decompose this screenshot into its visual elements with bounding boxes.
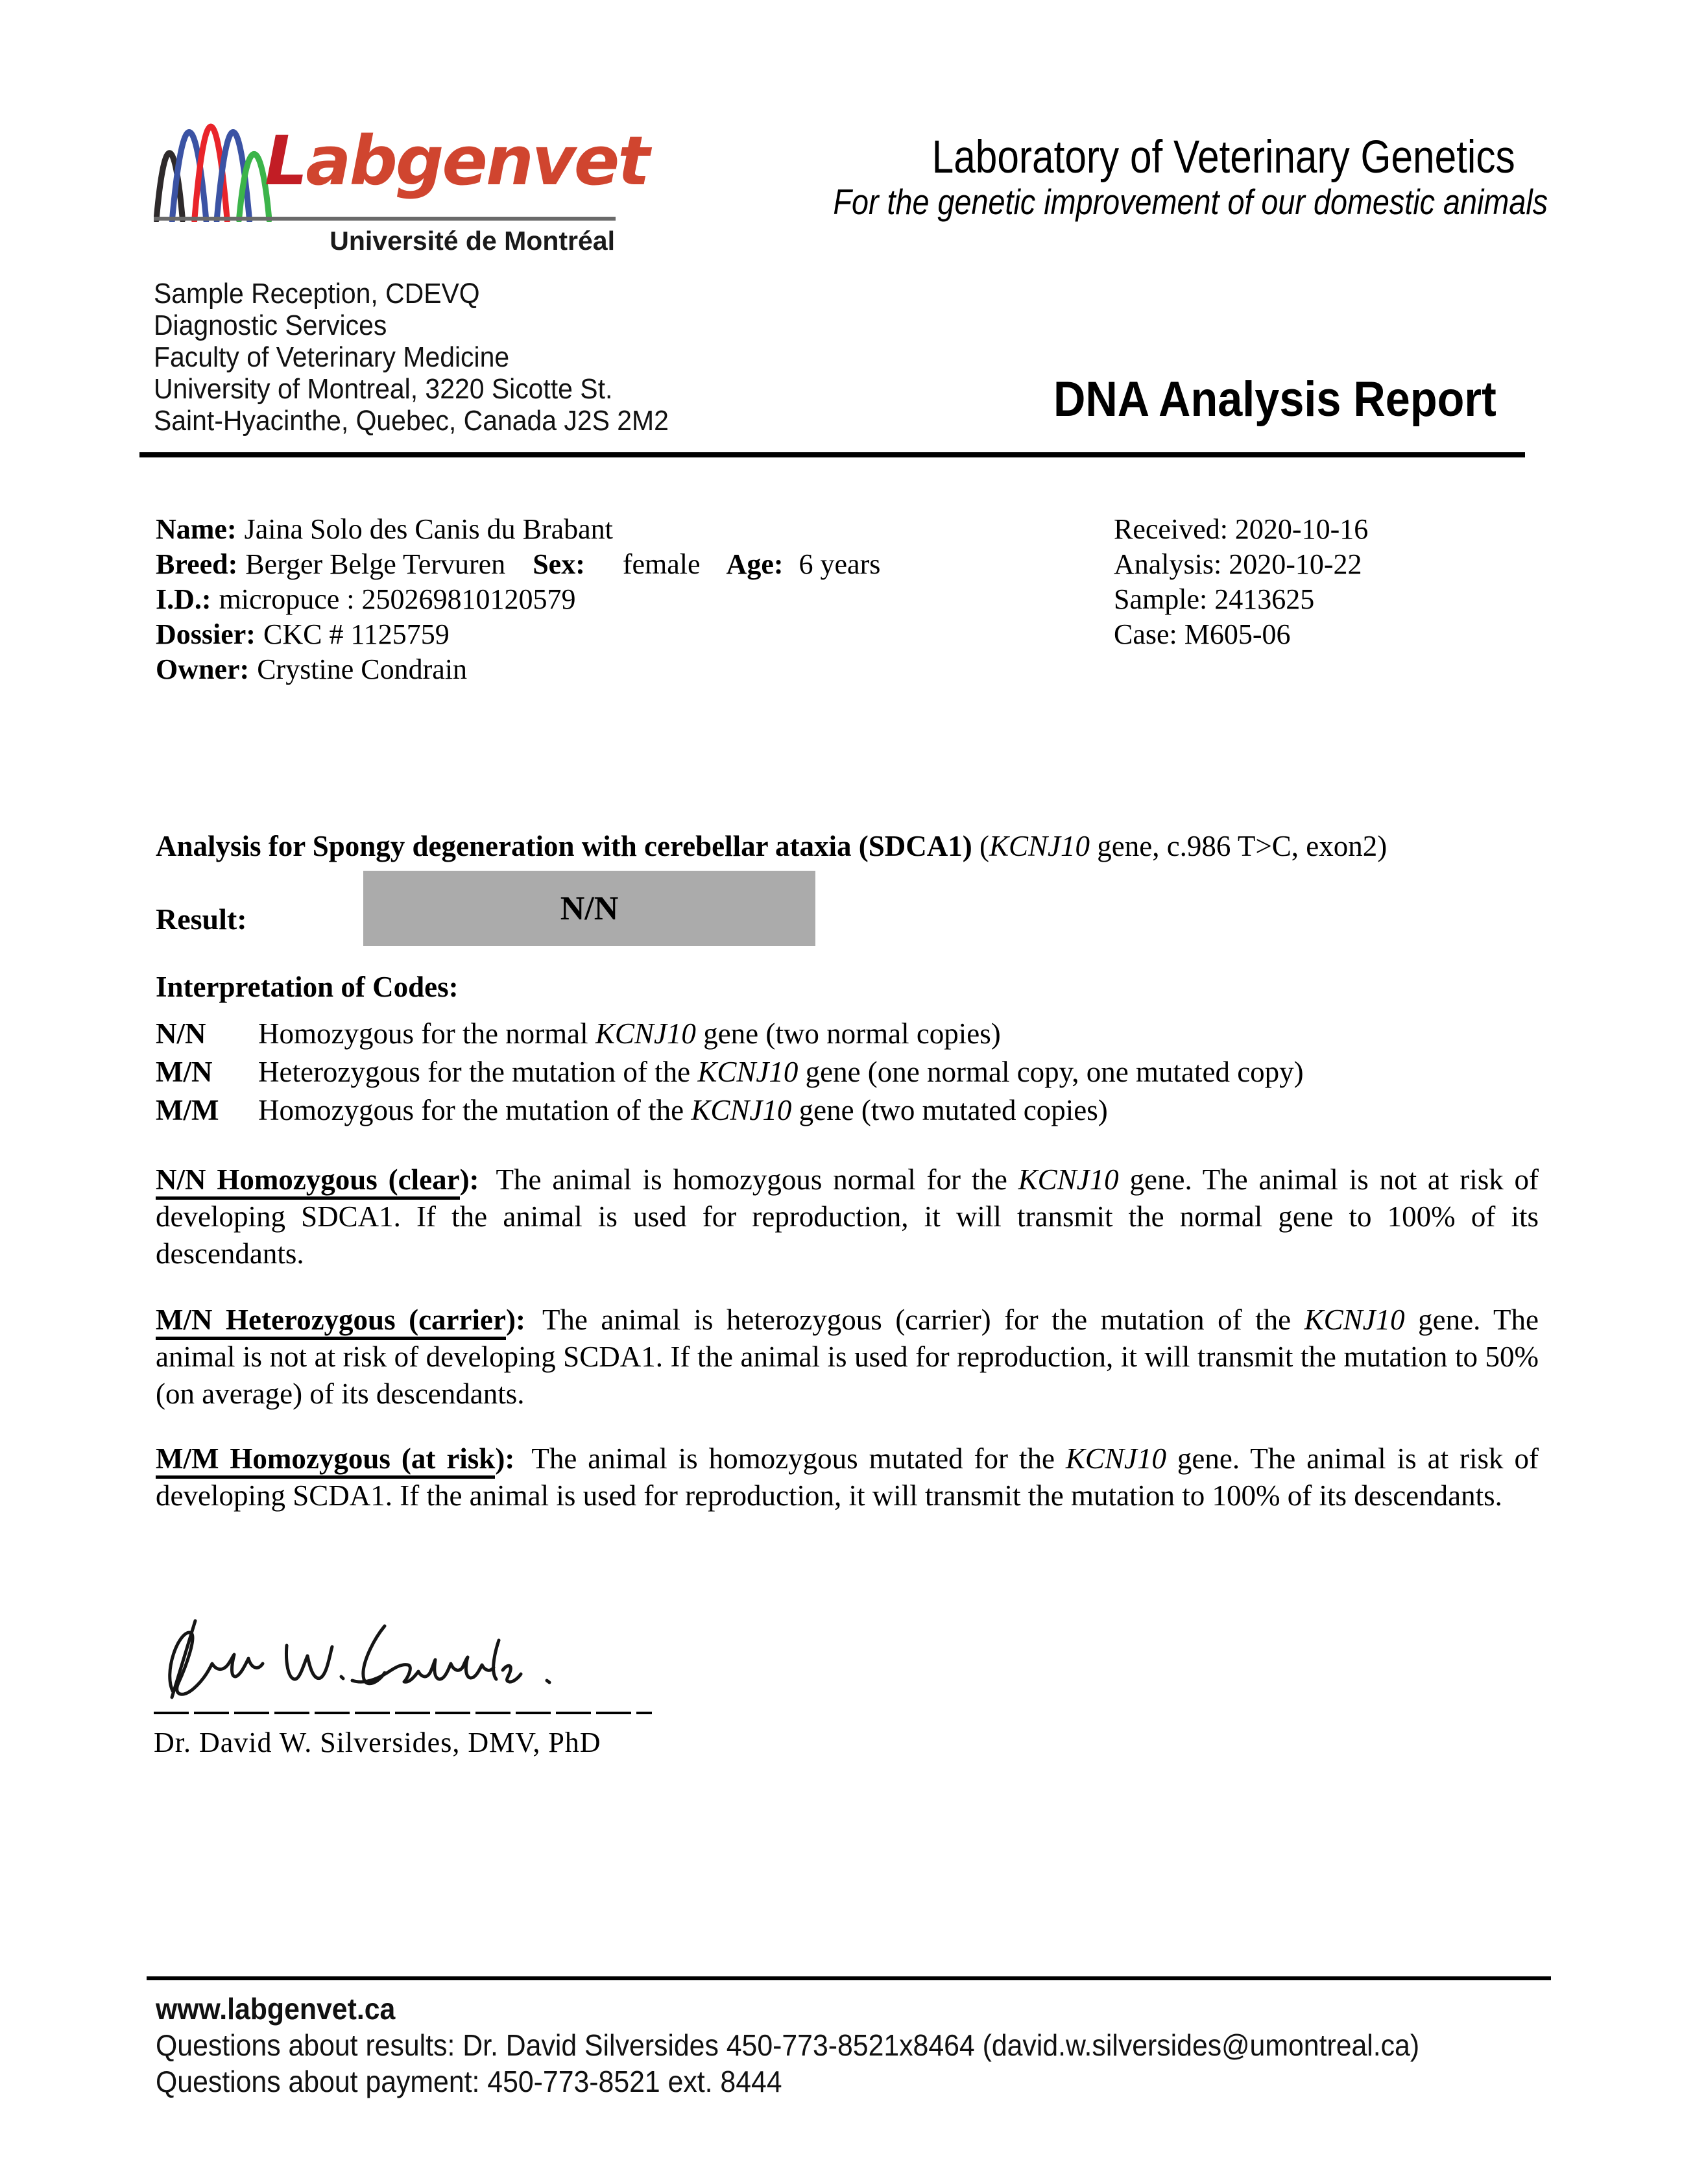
footer-payment-line: Questions about payment: 450-773-8521 ext. 8444	[156, 2065, 782, 2098]
signatory-name: Dr. David W. Silversides, DMV, PhD	[154, 1727, 601, 1758]
subject-sex: female	[622, 548, 701, 580]
gene-name: KCNJ10	[989, 830, 1090, 862]
header-rule	[139, 452, 1525, 457]
subject-age: 6 years	[799, 548, 881, 580]
subject-id: micropuce : 250269810120579	[219, 583, 576, 615]
subject-dossier-row: Dossier: CKC # 1125759	[156, 618, 450, 650]
case-row: Case: M605-06	[1114, 618, 1291, 650]
paragraph-heading: M/M Homozygous (at risk	[156, 1442, 495, 1479]
brand-rest: abgenvet	[306, 121, 648, 200]
address-block	[154, 278, 708, 437]
analysis-title: Analysis for Spongy degeneration with cerebellar ataxia (SDCA1) (KCNJ10 gene, c.986 T>C, exon2)	[156, 830, 1388, 862]
gene-name: KCNJ10	[1065, 1442, 1166, 1475]
gene-name: KCNJ10	[697, 1056, 799, 1088]
result-label: Result:	[156, 903, 247, 936]
code-row: M/M Homozygous for the mutation of the KCNJ10 gene (two mutated copies)	[156, 1094, 1108, 1126]
subject-info	[156, 512, 880, 687]
sample-row: Sample: 2413625	[1114, 583, 1315, 615]
logo-subtitle: Université de Montréal	[330, 226, 615, 256]
received-row: Received: 2020-10-16	[1114, 513, 1369, 545]
address-line: Faculty of Veterinary Medicine	[154, 341, 510, 373]
interpretation-section	[156, 971, 1304, 1130]
lab-tagline: For the genetic improvement of our domestic animals	[833, 182, 1548, 222]
result-value: N/N	[560, 890, 619, 927]
case-info	[1114, 512, 1368, 652]
subject-owner: Crystine Condrain	[257, 653, 468, 685]
address-line: Diagnostic Services	[154, 309, 387, 341]
paragraph-nn-clear: N/N Homozygous (clear): The animal is homozygous normal for the KCNJ10 gene. The animal is not at risk of developing SDCA1. If the animal is used for reproduction, it will transmit the normal gene to 100% of its descendants.	[156, 1163, 1539, 1270]
paragraph-mn-carrier: M/N Heterozygous (carrier): The animal is heterozygous (carrier) for the mutation of the KCNJ10 gene. The animal is not at risk of developing SCDA1. If the animal is used for reproduction, it will transmit the mutation to 50% (on average) of its descendants.	[156, 1304, 1539, 1410]
result-box	[363, 871, 815, 946]
subject-breed: Berger Belge Tervuren	[245, 548, 506, 580]
code-row: M/N Heterozygous for the mutation of the KCNJ10 gene (one normal copy, one mutated copy)	[156, 1056, 1304, 1088]
gene-name: KCNJ10	[1018, 1163, 1119, 1196]
analysis-date-row: Analysis: 2020-10-22	[1114, 548, 1362, 580]
interpretation-heading: Interpretation of Codes:	[156, 971, 459, 1003]
code-row: N/N Homozygous for the normal KCNJ10 gene (two normal copies)	[156, 1017, 1001, 1050]
gene-name: KCNJ10	[595, 1017, 696, 1050]
footer-rule	[147, 1976, 1551, 1980]
paragraph-heading: N/N Homozygous (clear	[156, 1163, 460, 1200]
paragraph-heading: M/N Heterozygous (carrier	[156, 1304, 506, 1340]
brand-first-letter: L	[265, 121, 306, 200]
signature-graphic	[154, 1617, 575, 1713]
logo-underline	[154, 217, 616, 221]
subject-name: Jaina Solo des Canis du Brabant	[244, 513, 613, 545]
subject-dossier: CKC # 1125759	[263, 618, 450, 650]
subject-id-row: I.D.: micropuce : 250269810120579	[156, 583, 576, 615]
subject-breed-row: Breed: Berger Belge Tervuren Sex: female Age: 6 years	[156, 548, 881, 580]
address-line: University of Montreal, 3220 Sicotte St.	[154, 373, 613, 405]
brand-wordmark	[265, 121, 648, 200]
address-line: Saint-Hyacinthe, Quebec, Canada J2S 2M2	[154, 405, 669, 437]
signature-line	[154, 1712, 652, 1714]
gene-name: KCNJ10	[1304, 1304, 1405, 1336]
subject-name-row: Name: Jaina Solo des Canis du Brabant	[156, 513, 613, 545]
footer-results-line: Questions about results: Dr. David Silversides 450-773-8521x8464 (david.w.silversides@umontreal.ca)	[156, 2028, 1420, 2062]
footer	[156, 1991, 1515, 2100]
header-right	[707, 132, 1548, 222]
website-url: www.labgenvet.ca	[156, 1992, 396, 2026]
chromatogram-peaks-icon	[154, 118, 272, 222]
paragraph-mm-at-risk: M/M Homozygous (at risk): The animal is homozygous mutated for the KCNJ10 gene. The animal is at risk of developing SCDA1. If the animal is used for reproduction, it will transmit the mutation to 100% of its descendants.	[156, 1442, 1539, 1512]
subject-owner-row: Owner: Crystine Condrain	[156, 653, 468, 685]
address-line: Sample Reception, CDEVQ	[154, 278, 480, 309]
gene-name: KCNJ10	[691, 1094, 792, 1126]
lab-title: Laboratory of Veterinary Genetics	[931, 132, 1515, 183]
report-title: DNA Analysis Report	[1053, 372, 1496, 427]
